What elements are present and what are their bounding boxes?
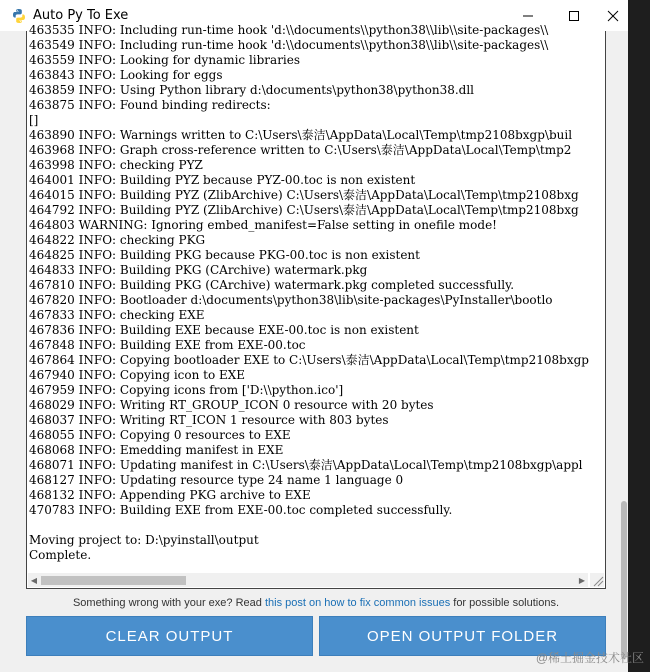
- background-strip: [628, 0, 650, 672]
- help-note-prefix: Something wrong with your exe? Read: [72, 597, 265, 609]
- main-content: [0, 23, 628, 672]
- window-title: Auto Py To Exe: [33, 8, 129, 23]
- minimize-icon: [523, 11, 533, 21]
- python-icon: [11, 8, 27, 24]
- log-line: Complete.: [29, 548, 92, 562]
- log-line: 463890 INFO: Warnings written to C:\Users\泰洁\AppData\Local\Temp\tmp2108bxgp\buil: [29, 128, 573, 142]
- log-line: 463535 INFO: Including run-time hook 'd:\\documents\\python38\\lib\\site-packages\\: [29, 23, 549, 37]
- log-line: 468132 INFO: Appending PKG archive to EXE: [29, 488, 311, 502]
- log-line: 463559 INFO: Looking for dynamic libraries: [29, 53, 301, 67]
- horizontal-scroll-thumb[interactable]: [41, 576, 186, 585]
- log-line: 463549 INFO: Including run-time hook 'd:\\documents\\python38\\lib\\site-packages\\: [29, 38, 549, 52]
- log-line: 468055 INFO: Copying 0 resources to EXE: [29, 428, 291, 442]
- log-line: 467833 INFO: checking EXE: [29, 308, 205, 322]
- log-output: [29, 23, 609, 563]
- output-console[interactable]: [26, 23, 606, 589]
- log-line: 467959 INFO: Copying icons from ['D:\\python.ico']: [29, 383, 344, 397]
- log-line: 467848 INFO: Building EXE from EXE-00.toc: [29, 338, 306, 352]
- log-line: 464792 INFO: Building PYZ (ZlibArchive) C:\Users\泰洁\AppData\Local\Temp\tmp2108bxg: [29, 203, 579, 217]
- log-line: 463843 INFO: Looking for eggs: [29, 68, 223, 82]
- log-line: 463875 INFO: Found binding redirects:: [29, 98, 271, 112]
- help-note-suffix: for possible solutions.: [450, 597, 560, 609]
- log-line: [29, 518, 609, 533]
- log-line: 467836 INFO: Building EXE because EXE-00.toc is non existent: [29, 323, 419, 337]
- log-line: 468029 INFO: Writing RT_GROUP_ICON 0 resource with 20 bytes: [29, 398, 434, 412]
- log-line: 468071 INFO: Updating manifest in C:\Users\泰洁\AppData\Local\Temp\tmp2108bxgp\appl: [29, 458, 583, 472]
- log-line: 464822 INFO: checking PKG: [29, 233, 206, 247]
- vertical-scrollbar[interactable]: [620, 31, 628, 672]
- maximize-icon: [569, 11, 579, 21]
- log-line: 468127 INFO: Updating resource type 24 name 1 language 0: [29, 473, 404, 487]
- log-line: 468037 INFO: Writing RT_ICON 1 resource with 803 bytes: [29, 413, 389, 427]
- log-line: 464833 INFO: Building PKG (CArchive) watermark.pkg: [29, 263, 368, 277]
- log-line: 464015 INFO: Building PYZ (ZlibArchive) C:\Users\泰洁\AppData\Local\Temp\tmp2108bxg: [29, 188, 579, 202]
- log-line: 467864 INFO: Copying bootloader EXE to C:\Users\泰洁\AppData\Local\Temp\tmp2108bxgp: [29, 353, 589, 367]
- log-line: 467820 INFO: Bootloader d:\documents\python38\lib\site-packages\PyInstaller\bootlo: [29, 293, 553, 307]
- log-line: Moving project to: D:\pyinstall\output: [29, 533, 259, 547]
- horizontal-scrollbar[interactable]: [28, 573, 588, 587]
- log-line: 464001 INFO: Building PYZ because PYZ-00.toc is non existent: [29, 173, 416, 187]
- help-note: [0, 597, 632, 609]
- scroll-right-icon[interactable]: ▶: [578, 575, 586, 585]
- log-line: 470783 INFO: Building EXE from EXE-00.toc completed successfully.: [29, 503, 453, 517]
- vertical-scroll-thumb[interactable]: [621, 501, 627, 659]
- log-line: 467810 INFO: Building PKG (CArchive) watermark.pkg completed successfully.: [29, 278, 515, 292]
- watermark: @稀土掘金技术社区: [535, 651, 644, 665]
- scroll-left-icon[interactable]: ◀: [30, 575, 38, 585]
- log-line: 463968 INFO: Graph cross-reference written to C:\Users\泰洁\AppData\Local\Temp\tmp2: [29, 143, 572, 157]
- log-line: 467940 INFO: Copying icon to EXE: [29, 368, 246, 382]
- open-output-folder-button[interactable]: OPEN OUTPUT FOLDER: [319, 616, 606, 656]
- log-line: []: [29, 113, 39, 127]
- clear-output-button[interactable]: CLEAR OUTPUT: [26, 616, 313, 656]
- log-line: 464803 WARNING: Ignoring embed_manifest=False setting in onefile mode!: [29, 218, 497, 232]
- log-line: 463998 INFO: checking PYZ: [29, 158, 203, 172]
- log-line: 463859 INFO: Using Python library d:\documents\python38\python38.dll: [29, 83, 475, 97]
- log-line: 468068 INFO: Emedding manifest in EXE: [29, 443, 284, 457]
- log-line: 464825 INFO: Building PKG because PKG-00.toc is non existent: [29, 248, 420, 262]
- resize-grip-icon[interactable]: [590, 573, 604, 587]
- close-icon: [608, 11, 618, 21]
- fix-issues-link[interactable]: this post on how to fix common issues: [264, 597, 451, 609]
